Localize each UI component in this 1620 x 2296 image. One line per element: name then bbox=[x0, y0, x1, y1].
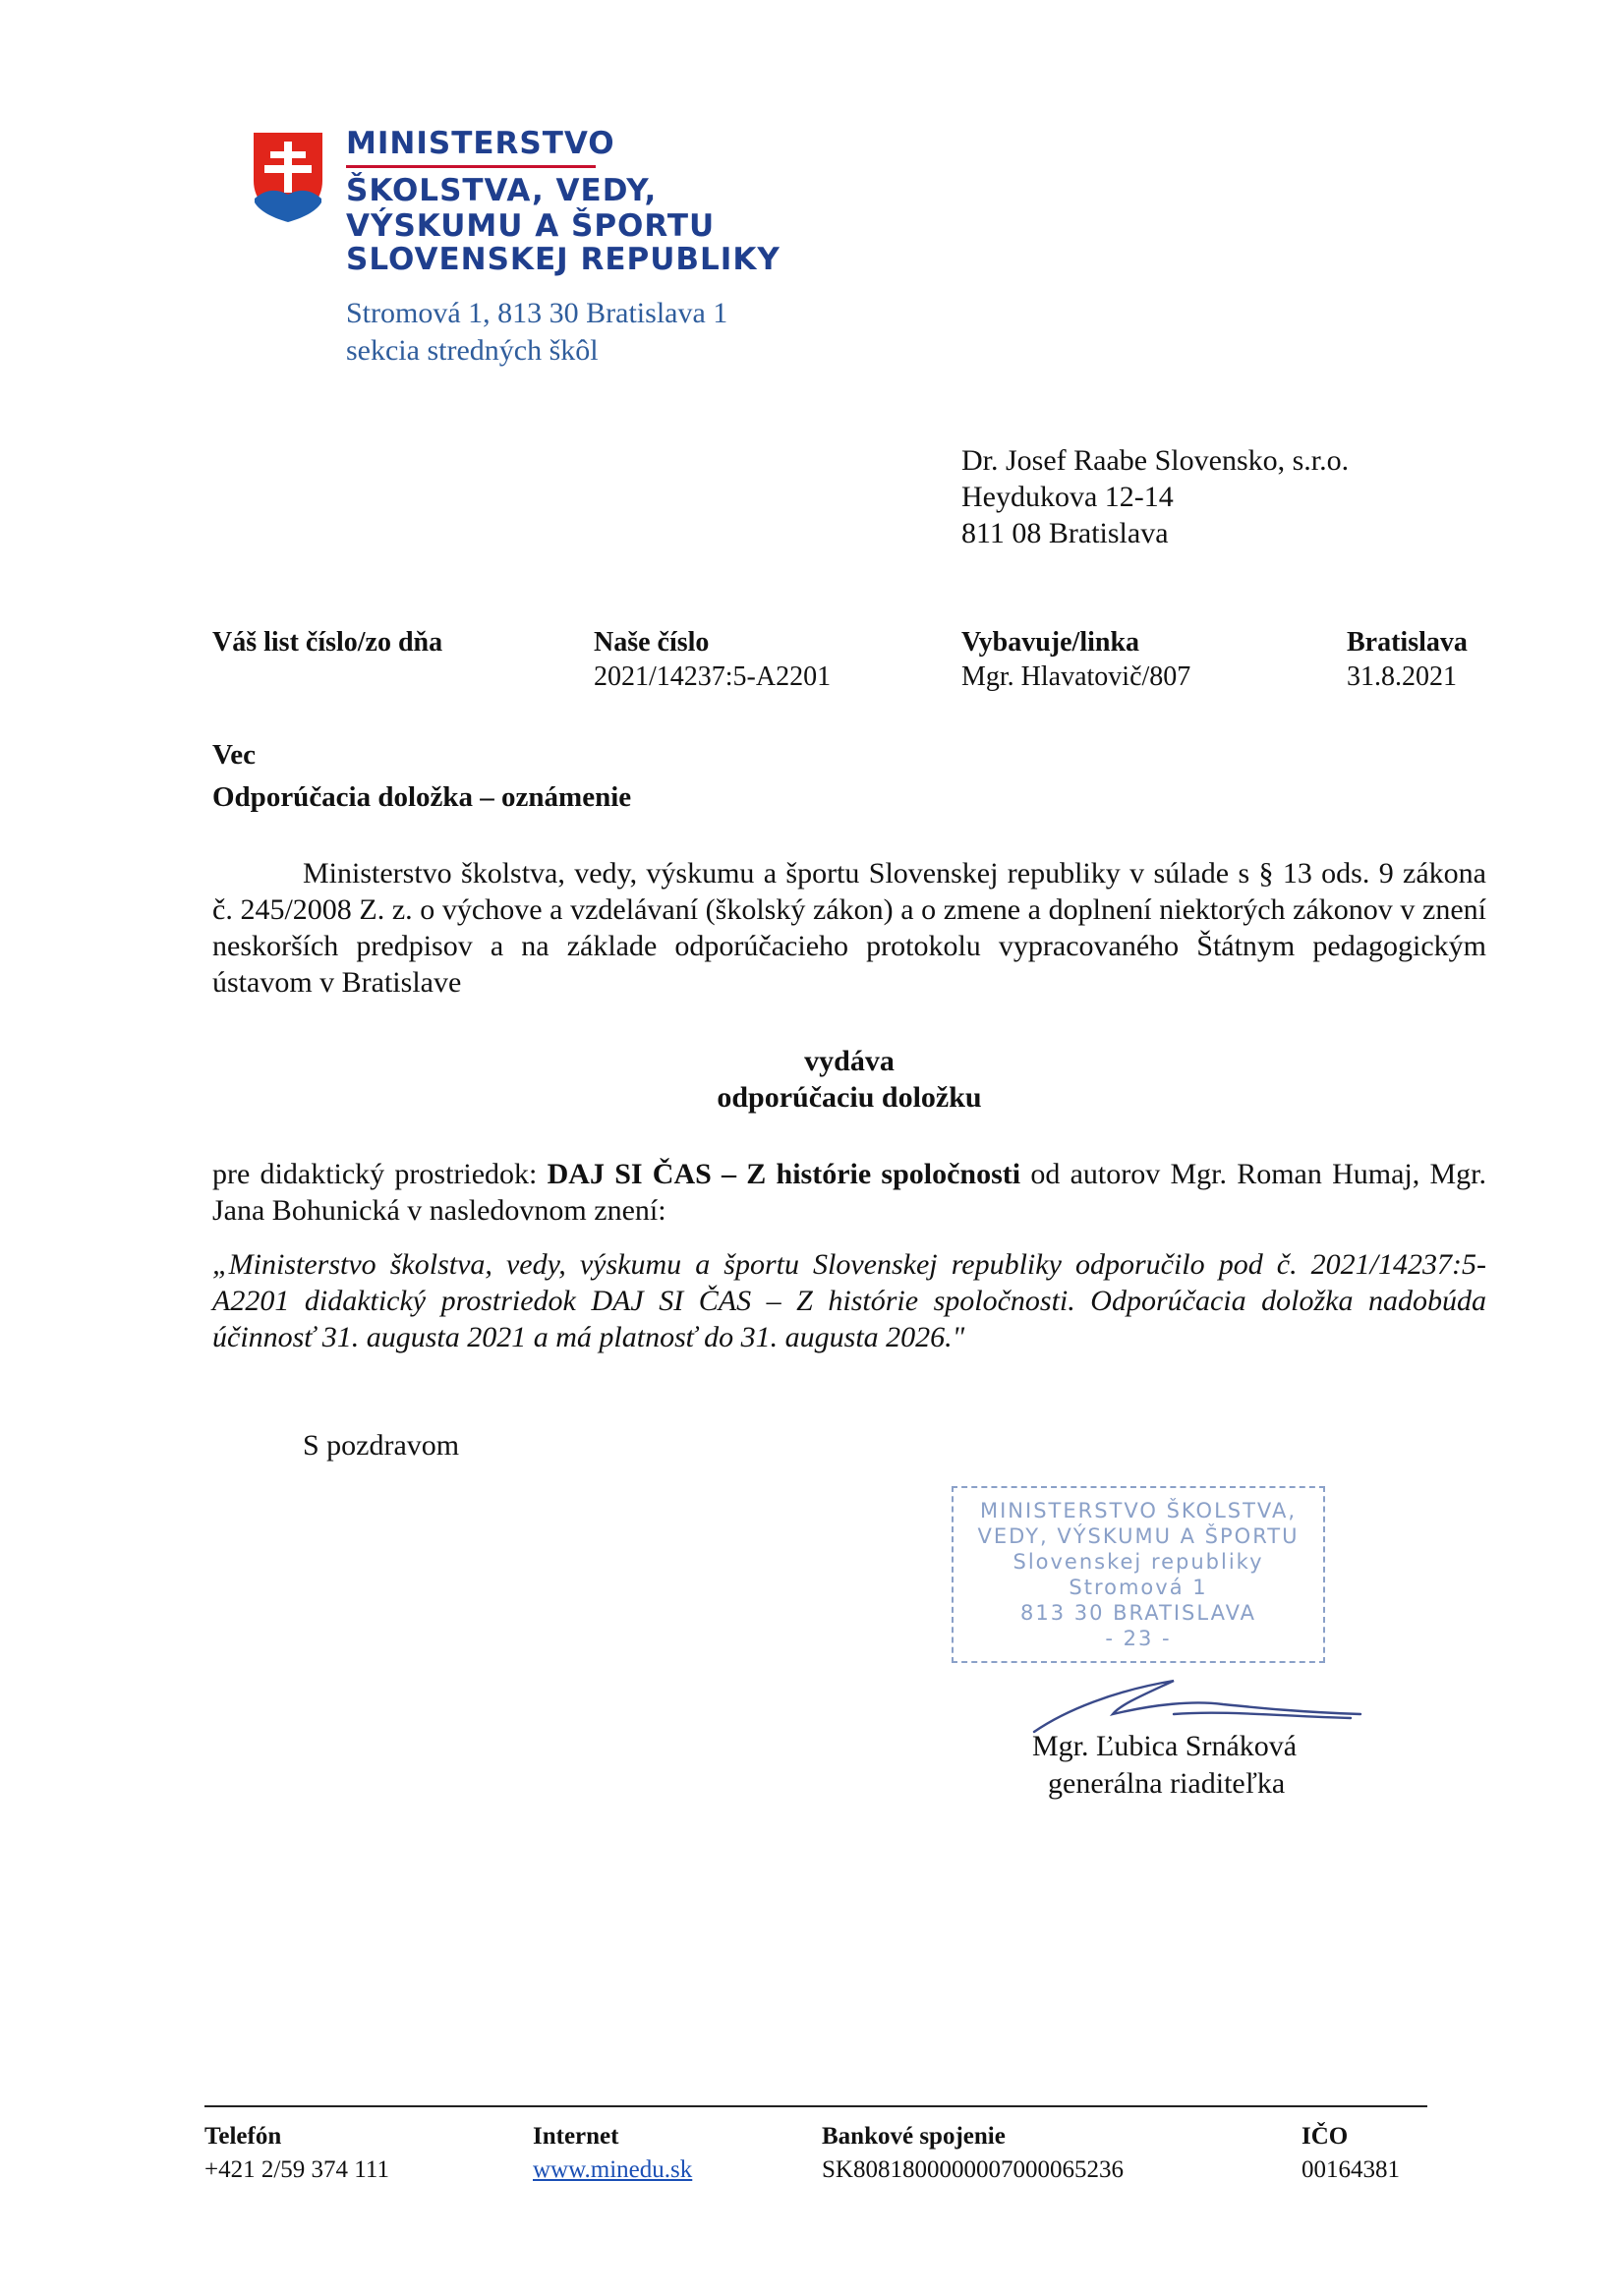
stamp-line: VEDY, VÝSKUMU A ŠPORTU bbox=[977, 1524, 1300, 1548]
subject-label: Vec bbox=[212, 739, 257, 771]
handled-by-label: Vybavuje/linka bbox=[961, 627, 1140, 658]
letter-date: 31.8.2021 bbox=[1347, 661, 1457, 692]
issues-heading: vydáva bbox=[804, 1045, 895, 1077]
stamp-line: 813 30 BRATISLAVA bbox=[1020, 1601, 1256, 1625]
handled-by-value: Mgr. Hlavatovič/807 bbox=[961, 661, 1191, 692]
stamp-line: Slovenskej republiky bbox=[1012, 1550, 1264, 1574]
stamp-line: MINISTERSTVO ŠKOLSTVA, bbox=[980, 1499, 1297, 1522]
signatory-title: generálna riaditeľka bbox=[1048, 1767, 1286, 1800]
ministry-address: Stromová 1, 813 30 Bratislava 1 bbox=[346, 297, 728, 329]
our-number-value: 2021/14237:5-A2201 bbox=[594, 661, 832, 692]
recipient-name: Dr. Josef Raabe Slovensko, s.r.o. bbox=[961, 444, 1350, 477]
bank-account: SK8081800000007000065236 bbox=[822, 2156, 1124, 2183]
recipient-city: 811 08 Bratislava bbox=[961, 517, 1169, 549]
ministry-name-line-4: SLOVENSKEJ REPUBLIKY bbox=[346, 242, 781, 277]
p2-suffix: od autorov Mgr. Roman Humaj, Mgr. Jana Bohunická v nasledovnom znení: bbox=[212, 1158, 1486, 1227]
clause-heading: odporúčaciu doložku bbox=[717, 1081, 982, 1114]
phone-label: Telefón bbox=[204, 2123, 282, 2150]
body-paragraph-1: Ministerstvo školstva, vedy, výskumu a športu Slovenskej republiky v súlade s § 13 ods. 9 zákona č. 245/2008 Z. z. o výchove a vzdelávaní (školský zákon) a o zmene a doplnení niektorých zákonov v znení neskorších predpisov a na základe odporúčacieho protokolu vypracovaného Štátnym pedagogickým ústavom v Bratislave bbox=[212, 857, 1486, 999]
stamp-line: Stromová 1 bbox=[1069, 1576, 1208, 1599]
ministry-section: sekcia stredných škôl bbox=[346, 334, 599, 367]
ministry-name-line-3: VÝSKUMU A ŠPORTU bbox=[346, 208, 716, 244]
body-paragraph-2 bbox=[212, 1156, 1486, 1229]
ico-value: 00164381 bbox=[1302, 2156, 1400, 2183]
signatory-name: Mgr. Ľubica Srnáková bbox=[1032, 1730, 1298, 1762]
website-link[interactable]: www.minedu.sk bbox=[533, 2156, 693, 2183]
place-label: Bratislava bbox=[1347, 627, 1468, 658]
bank-label: Bankové spojenie bbox=[822, 2123, 1006, 2150]
teaching-aid-title: DAJ SI ČAS – Z histórie spoločnosti bbox=[547, 1158, 1021, 1190]
internet-label: Internet bbox=[533, 2123, 619, 2150]
footer-divider bbox=[204, 2105, 1427, 2107]
ministry-name-line-1: MINISTERSTVO bbox=[346, 126, 615, 161]
ministry-name-line-2: ŠKOLSTVA, VEDY, bbox=[346, 173, 658, 208]
p2-prefix: pre didaktický prostriedok: bbox=[212, 1158, 548, 1190]
phone-value: +421 2/59 374 111 bbox=[204, 2156, 389, 2183]
our-number-label: Naše číslo bbox=[594, 627, 710, 658]
slovak-coat-of-arms-icon bbox=[251, 130, 325, 224]
subject-title: Odporúčacia doložka – oznámenie bbox=[212, 781, 632, 813]
stamp-line: - 23 - bbox=[1105, 1627, 1172, 1650]
your-letter-label: Váš list číslo/zo dňa bbox=[212, 627, 443, 658]
ico-label: IČO bbox=[1302, 2123, 1349, 2150]
recommendation-quote: „Ministerstvo školstva, vedy, výskumu a športu Slovenskej republiky odporučilo pod č. 2021/14237:5-A2201 didaktický prostriedok DAJ SI ČAS – Z histórie spoločnosti. Odporúčacia doložka nadobúda účinnosť 31. augusta 2021 a má platnosť do 31. augusta 2026." bbox=[212, 1248, 1486, 1353]
recipient-street: Heydukova 12-14 bbox=[961, 481, 1174, 513]
greeting: S pozdravom bbox=[303, 1429, 460, 1462]
ministry-red-rule bbox=[346, 165, 596, 168]
official-stamp bbox=[952, 1486, 1325, 1663]
